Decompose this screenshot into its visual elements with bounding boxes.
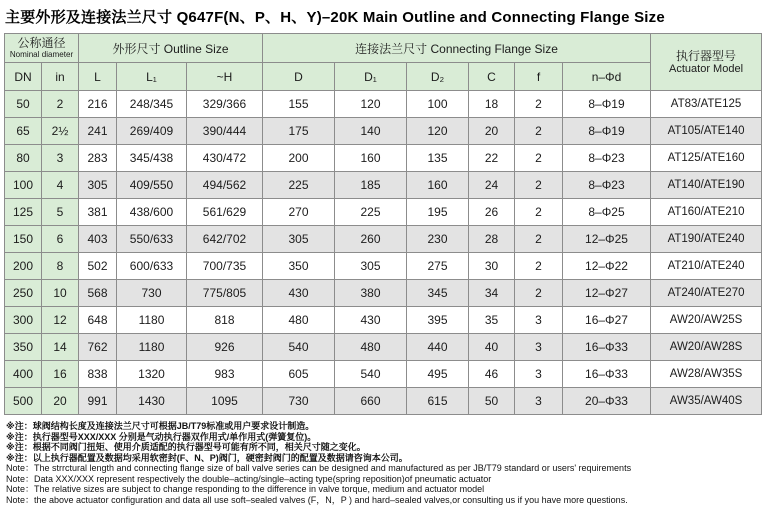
cell-D₂: 100 [407,91,469,118]
cell-~H: 818 [187,307,263,334]
table-header [5,34,762,91]
cell-f: 2 [515,91,563,118]
cell-actuator-model: AT83/ATE125 [651,91,762,118]
cell-C: 35 [469,307,515,334]
cell-L: 991 [79,388,117,415]
header-nominal-zh: 公称通径 [17,36,66,50]
cell-D: 350 [263,253,335,280]
cell-f: 2 [515,118,563,145]
cell-D₁: 540 [335,361,407,388]
note-line-zh: ※注：以上执行器配置及数据均采用软密封(F、N、P)阀门，硬密封阀门的配置及数据请咨询本公司。 [6,452,408,463]
column-header-5: D [263,63,335,91]
cell-D₂: 275 [407,253,469,280]
table-row [5,226,762,253]
table-row [5,307,762,334]
note-line-zh: ※注：根据不同阀门扭矩、使用介质适配的执行器型号可能有所不同，相关尺寸随之变化。 [6,442,366,452]
cell-C: 40 [469,334,515,361]
cell-in: 10 [42,280,79,307]
cell-L: 381 [79,199,117,226]
cell-n–Φd: 16–Φ27 [563,307,651,334]
cell-~H: 775/805 [187,280,263,307]
table-row [5,172,762,199]
table-body [5,91,762,415]
cell-L₁: 438/600 [117,199,187,226]
cell-~H: 430/472 [187,145,263,172]
cell-D: 605 [263,361,335,388]
cell-L₁: 550/633 [117,226,187,253]
cell-DN: 200 [5,253,42,280]
header-nominal-en: Nominal diameter [9,49,74,59]
header-actuator-en: Actuator Model [669,62,744,75]
cell-C: 50 [469,388,515,415]
cell-D: 480 [263,307,335,334]
note-line-en: Note：the above actuator configuration and data all use soft–sealed valves (F，N，P ) and hard–sealed valves,or consulting us if you have more questions. [6,494,628,505]
table-row [5,91,762,118]
cell-n–Φd: 16–Φ33 [563,361,651,388]
table-row [5,253,762,280]
cell-actuator-model: AW28/AW35S [651,361,762,388]
note-line-zh: ※注：执行器型号XXX/XXX 分别是气动执行器双作用式/单作用式(弹簧复位)。 [6,431,317,442]
cell-L: 283 [79,145,117,172]
note-line-en: Note：The relative sizes are subject to change responding to the difference in valve torque, medium and actuator model [6,484,485,494]
cell-f: 2 [515,226,563,253]
cell-in: 8 [42,253,79,280]
cell-in: 6 [42,226,79,253]
cell-L: 241 [79,118,117,145]
cell-L: 305 [79,172,117,199]
cell-in: 2 [42,91,79,118]
cell-D₁: 120 [335,91,407,118]
cell-D₁: 430 [335,307,407,334]
cell-actuator-model: AT240/ATE270 [651,280,762,307]
cell-C: 20 [469,118,515,145]
note-line-en: Note：The strrctural length and connecting flange size of ball valve series can be designed and manufactured as per JB/T79 standard or users' requirements [6,463,632,473]
notes-section [6,421,759,505]
table-row [5,145,762,172]
cell-D: 270 [263,199,335,226]
cell-n–Φd: 8–Φ19 [563,91,651,118]
cell-L₁: 730 [117,280,187,307]
cell-~H: 390/444 [187,118,263,145]
cell-DN: 300 [5,307,42,334]
cell-L₁: 1320 [117,361,187,388]
cell-C: 24 [469,172,515,199]
cell-~H: 700/735 [187,253,263,280]
cell-D: 175 [263,118,335,145]
cell-D₂: 615 [407,388,469,415]
column-header-8: C [469,63,515,91]
table-row [5,280,762,307]
cell-actuator-model: AW35/AW40S [651,388,762,415]
cell-DN: 400 [5,361,42,388]
cell-~H: 983 [187,361,263,388]
cell-L: 648 [79,307,117,334]
cell-n–Φd: 8–Φ25 [563,199,651,226]
cell-D: 430 [263,280,335,307]
cell-~H: 561/629 [187,199,263,226]
cell-DN: 500 [5,388,42,415]
cell-n–Φd: 8–Φ23 [563,172,651,199]
cell-~H: 494/562 [187,172,263,199]
column-header-2: L [79,63,117,91]
cell-in: 14 [42,334,79,361]
cell-D₂: 495 [407,361,469,388]
cell-DN: 150 [5,226,42,253]
cell-DN: 125 [5,199,42,226]
cell-D₂: 160 [407,172,469,199]
cell-L: 762 [79,334,117,361]
column-header-7: D₂ [407,63,469,91]
table-row [5,199,762,226]
cell-D₁: 260 [335,226,407,253]
cell-L₁: 1430 [117,388,187,415]
cell-C: 28 [469,226,515,253]
cell-actuator-model: AT140/ATE190 [651,172,762,199]
table-row [5,388,762,415]
cell-in: 20 [42,388,79,415]
table-row [5,361,762,388]
cell-D₂: 120 [407,118,469,145]
cell-n–Φd: 12–Φ22 [563,253,651,280]
cell-D: 225 [263,172,335,199]
header-group-flange-size: 连接法兰尺寸 Connecting Flange Size [263,34,651,63]
cell-L₁: 269/409 [117,118,187,145]
cell-D₂: 395 [407,307,469,334]
page-title: 主要外形及连接法兰尺寸 Q647F(N、P、H、Y)–20K Main Outline and Connecting Flange Size [5,9,665,26]
cell-DN: 65 [5,118,42,145]
column-header-4: ~H [187,63,263,91]
cell-D₂: 440 [407,334,469,361]
cell-L: 403 [79,226,117,253]
cell-D₁: 225 [335,199,407,226]
cell-L₁: 600/633 [117,253,187,280]
cell-in: 4 [42,172,79,199]
cell-C: 18 [469,91,515,118]
cell-DN: 50 [5,91,42,118]
column-header-3: L₁ [117,63,187,91]
cell-D₁: 480 [335,334,407,361]
cell-D: 200 [263,145,335,172]
cell-in: 3 [42,145,79,172]
cell-f: 2 [515,172,563,199]
cell-D₂: 135 [407,145,469,172]
cell-C: 46 [469,361,515,388]
cell-C: 22 [469,145,515,172]
column-header-6: D₁ [335,63,407,91]
cell-D: 155 [263,91,335,118]
cell-f: 2 [515,280,563,307]
column-header-10: n–Φd [563,63,651,91]
cell-in: 12 [42,307,79,334]
table-row [5,334,762,361]
cell-actuator-model: AT125/ATE160 [651,145,762,172]
cell-C: 34 [469,280,515,307]
cell-L: 568 [79,280,117,307]
cell-in: 5 [42,199,79,226]
cell-D₁: 160 [335,145,407,172]
cell-C: 30 [469,253,515,280]
cell-f: 3 [515,307,563,334]
cell-in: 16 [42,361,79,388]
cell-L: 838 [79,361,117,388]
cell-L: 216 [79,91,117,118]
cell-DN: 100 [5,172,42,199]
cell-D₁: 380 [335,280,407,307]
header-group-nominal-diameter [5,34,79,63]
cell-D₂: 195 [407,199,469,226]
cell-L₁: 1180 [117,307,187,334]
cell-actuator-model: AW20/AW25S [651,307,762,334]
cell-D₁: 305 [335,253,407,280]
cell-L₁: 1180 [117,334,187,361]
table-row [5,118,762,145]
header-group-actuator-model [651,34,762,91]
cell-C: 26 [469,199,515,226]
cell-L: 502 [79,253,117,280]
cell-~H: 329/366 [187,91,263,118]
cell-f: 2 [515,199,563,226]
column-header-9: f [515,63,563,91]
cell-actuator-model: AW20/AW28S [651,334,762,361]
cell-n–Φd: 8–Φ23 [563,145,651,172]
cell-actuator-model: AT160/ATE210 [651,199,762,226]
cell-D₁: 185 [335,172,407,199]
cell-DN: 250 [5,280,42,307]
cell-D: 540 [263,334,335,361]
column-header-1: in [42,63,79,91]
cell-D₁: 660 [335,388,407,415]
cell-actuator-model: AT210/ATE240 [651,253,762,280]
cell-actuator-model: AT105/ATE140 [651,118,762,145]
column-header-0: DN [5,63,42,91]
cell-~H: 642/702 [187,226,263,253]
cell-L₁: 409/550 [117,172,187,199]
cell-L₁: 248/345 [117,91,187,118]
cell-in: 2½ [42,118,79,145]
header-group-outline-size: 外形尺寸 Outline Size [79,34,263,63]
flange-size-table [4,33,762,415]
cell-f: 2 [515,145,563,172]
cell-f: 3 [515,388,563,415]
cell-L₁: 345/438 [117,145,187,172]
cell-D₂: 230 [407,226,469,253]
cell-n–Φd: 8–Φ19 [563,118,651,145]
cell-f: 2 [515,253,563,280]
cell-D₁: 140 [335,118,407,145]
cell-n–Φd: 12–Φ25 [563,226,651,253]
cell-DN: 80 [5,145,42,172]
cell-~H: 1095 [187,388,263,415]
header-actuator-zh: 执行器型号 [676,48,737,63]
cell-D₂: 345 [407,280,469,307]
cell-f: 3 [515,361,563,388]
note-line-en: Note：Data XXX/XXX represent respectively the double–acting/single–acting type(spring reposition)of pneumatic actuator [6,473,492,484]
cell-D: 730 [263,388,335,415]
cell-n–Φd: 20–Φ33 [563,388,651,415]
cell-f: 3 [515,334,563,361]
cell-D: 305 [263,226,335,253]
cell-actuator-model: AT190/ATE240 [651,226,762,253]
note-line-zh: ※注：球阀结构长度及连接法兰尺寸可根据JB/T79标准或用户要求设计制造。 [6,421,315,431]
cell-DN: 350 [5,334,42,361]
cell-n–Φd: 16–Φ33 [563,334,651,361]
cell-n–Φd: 12–Φ27 [563,280,651,307]
cell-~H: 926 [187,334,263,361]
